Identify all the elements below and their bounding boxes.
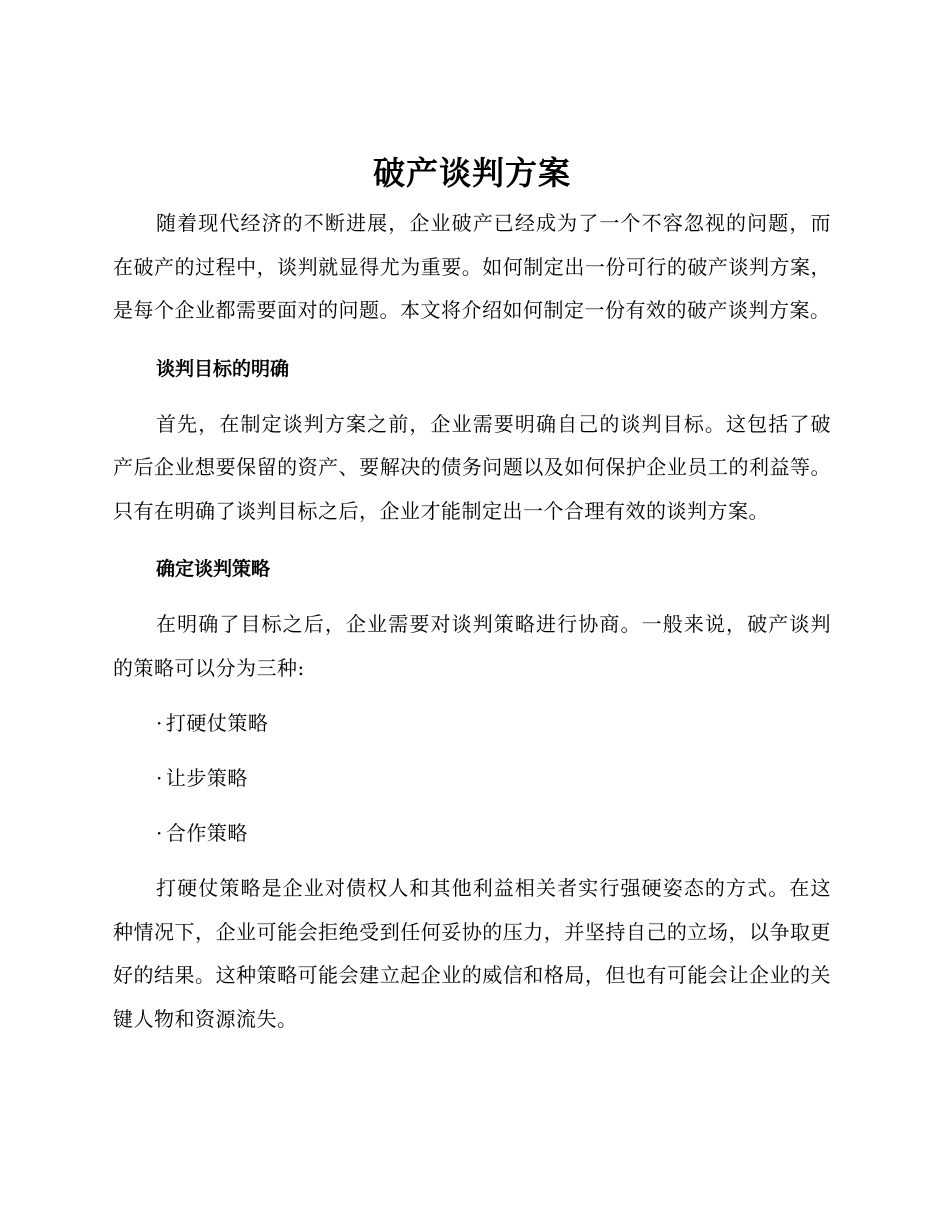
list-item-label: 打硬仗策略 [165, 711, 269, 735]
strategy-paragraph: 在明确了目标之后，企业需要对谈判策略进行协商。一般来说，破产谈判的策略可以分为三种: [113, 612, 831, 680]
list-item [156, 702, 831, 745]
hardline-strategy-paragraph: 打硬仗策略是企业对债权人和其他利益相关者实行强硬姿态的方式。在这种情况下，企业可能会拒绝受到任何妥协的压力，并坚持自己的立场，以争取更好的结果。这种策略可能会建立起企业的威信和格局，但也有可能会让企业的关键人物和资源流失。 [113, 876, 831, 1031]
list-item [156, 757, 831, 800]
intro-paragraph: 随着现代经济的不断进展，企业破产已经成为了一个不容忽视的问题，而在破产的过程中，谈判就显得尤为重要。如何制定出一份可行的破产谈判方案，是每个企业都需要面对的问题。本文将介绍如何制定一份有效的破产谈判方案。 [113, 211, 831, 322]
document-page [113, 150, 831, 1041]
list-item-label: 合作策略 [165, 821, 248, 845]
bullet-marker: · [156, 766, 163, 790]
bullet-marker: · [156, 711, 163, 735]
list-item [156, 812, 831, 855]
bullet-marker: · [156, 821, 163, 845]
section-heading-goals: 谈判目标的明确 [156, 357, 290, 380]
goals-paragraph: 首先，在制定谈判方案之前，企业需要明确自己的谈判目标。这包括了破产后企业想要保留的资产、要解决的债务问题以及如何保护企业员工的利益等。只有在明确了谈判目标之后，企业才能制定出一个合理有效的谈判方案。 [113, 411, 831, 523]
section-heading-strategy: 确定谈判策略 [156, 558, 271, 580]
strategy-list [113, 702, 831, 855]
document-title: 破产谈判方案 [372, 154, 571, 192]
list-item-label: 让步策略 [165, 766, 248, 790]
